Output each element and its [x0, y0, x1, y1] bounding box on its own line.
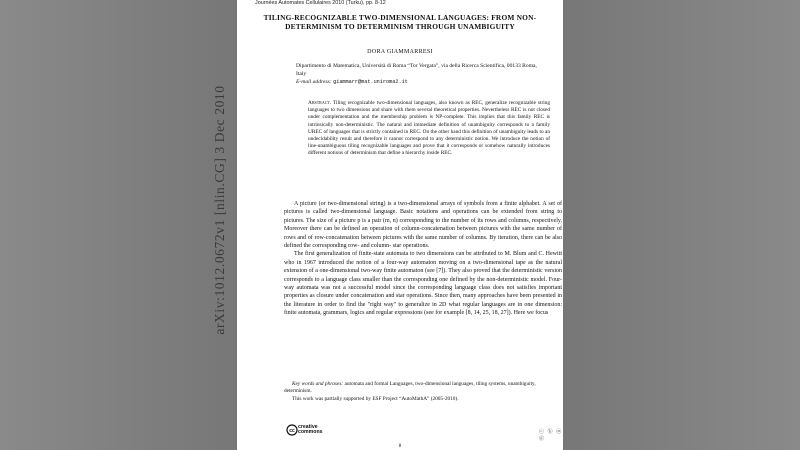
keywords-text: automata and formal Languages, two-dimensional languages, tiling systems, unambiguity, determinism. — [284, 381, 536, 395]
abstract — [308, 100, 550, 158]
paragraph-1: A picture (or two-dimensional string) is a two-dimensional arrays of symbols from a finite alphabet. A set of pictures is called two-dimensional language. Basic notations and operations can be extended from string to pictures. The size of a picture p is a pair (m, n) corresponding to the number of its rows and columns, respectively. Moreover there can be defined an operation of column-concatenation between pictures with the same number of rows and of row-concatenation between pictures with the same number of columns. By iteration, there can be also defined the corresponding row- and column- star operations. — [284, 201, 562, 250]
journal-header: Journées Automates Cellulaires 2010 (Turku), pp. 8-12 — [255, 0, 386, 6]
abstract-label: Abstract. — [308, 100, 332, 106]
page-number: 8 — [398, 444, 402, 449]
paper-page — [237, 0, 563, 450]
body-text — [284, 200, 562, 318]
license-icons: ⓒ ⓑ ⓝ ⓓ — [539, 429, 563, 442]
left-margin — [0, 0, 237, 450]
author-name: DORA GIAMMARRESI — [367, 49, 433, 55]
email-label: E-mail address: — [296, 79, 332, 85]
email-address[interactable]: giammarr@mat.uniroma2.it — [333, 79, 408, 85]
creative-commons-logo — [286, 423, 334, 437]
keywords-label: Key words and phrases: — [292, 381, 344, 387]
paragraph-2: The first generalization of finite-state automata to two dimensions can be attributed to M. Blum and C. Hewitt who in 1967 introduced the notion of a four-way automaton moving on a two-dimensional tape as the natural extension of a one-dimensional two-way finite automaton (see [7]). They also proved that the deterministic version corresponds to a language class smaller than the corresponding one defined by the non-deterministic model. Four-way automata was not a successful model since the corresponding language class does not satisfies important properties as closure under concatenation and star operations. Since then, many approaches have been presented in the literature in order to find the "right way" to generalize in 2D what regular languages are in one dimension: finite automata, grammars, logics and regular expressions (see for example [8, 14, 25, 18, 27]). Here we focus — [284, 251, 562, 317]
abstract-text: Tiling recognizable two-dimensional languages, also known as REC, generalize recognizable string languages to two dimensions and share with them several theoretical properties. Nevertheless REC is not closed under complementation and the membership problem is NP-complete. This implies that this family REC is intrinsically non-deterministic. The natural and immediate definition of unambiguity corresponds to a family UREC of languages that is strictly contained in REC. On the other hand this definition of unambiguity leads to an undecidability result and therefore it cannot correspond to any deterministic notion. We introduce the notion of line-unambiguous tiling recognizable languages and prove that it corresponds or somehow naturally introduces different notions of determinism that define a hierarchy inside REC. — [308, 100, 550, 157]
cc-logo-text: creative commons — [298, 424, 323, 436]
right-margin — [563, 0, 800, 450]
support-footnote: This work was partially supported by ESF Project “AutoMathA” (2005-2010). — [292, 395, 459, 402]
cc-circle-icon — [286, 424, 298, 436]
paper-title: TILING-RECOGNIZABLE TWO-DIMENSIONAL LANGUAGES: FROM NON-DETERMINISM TO DETERMINISM THROUGH UNAMBIGUITY — [263, 13, 537, 31]
svg-text:cc: cc — [289, 427, 295, 434]
email-line — [296, 79, 408, 85]
keywords-footnote — [284, 381, 562, 396]
arxiv-stamp: arXiv:1012.0672v1 [nlin.CG] 3 Dec 2010 — [212, 85, 227, 335]
footnotes — [284, 381, 562, 403]
affiliation: Dipartimento di Matematica, Università di Roma “Tor Vergata”, via della Ricerca Scientifica, 00133 Roma, Italy — [296, 63, 537, 77]
